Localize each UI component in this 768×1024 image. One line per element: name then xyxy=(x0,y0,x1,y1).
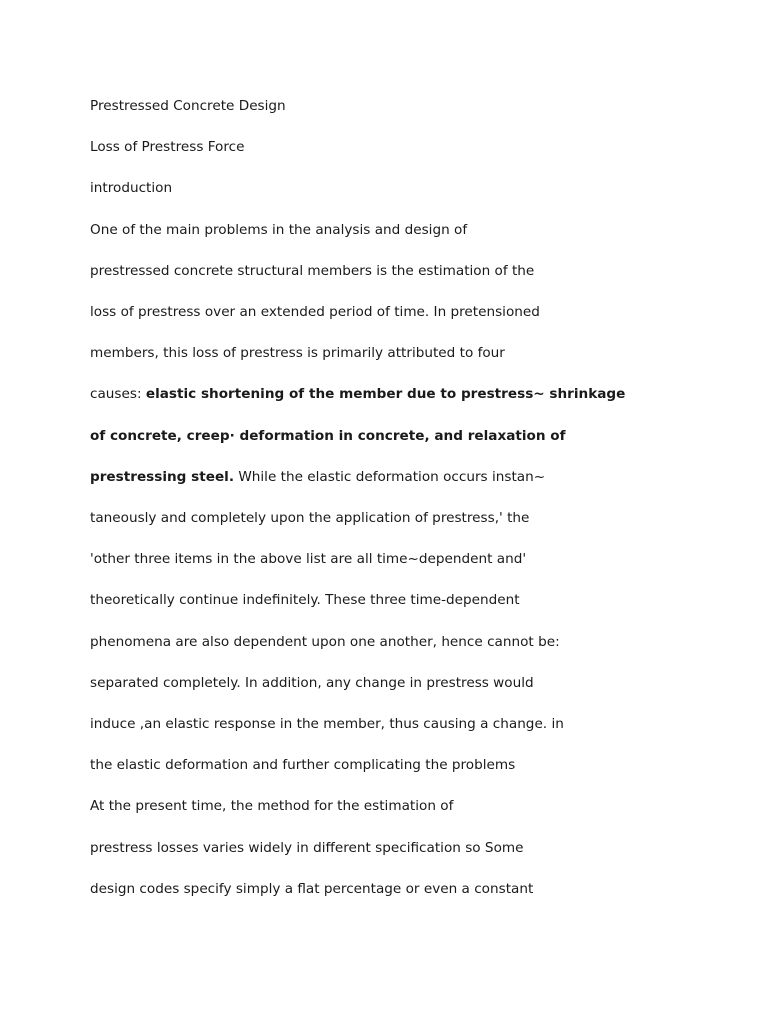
paragraph-line: taneously and completely upon the application of prestress,' the xyxy=(90,510,530,526)
paragraph-line: prestress losses varies widely in different specification so Some xyxy=(90,840,524,856)
paragraph-line xyxy=(90,384,625,404)
paragraph-text: causes: xyxy=(90,386,146,402)
paragraph-line: 'other three items in the above list are all time~dependent and' xyxy=(90,551,527,567)
paragraph-line: separated completely. In addition, any change in prestress would xyxy=(90,675,534,691)
paragraph-line: phenomena are also dependent upon one another, hence cannot be: xyxy=(90,634,560,650)
paragraph-line: induce ,an elastic response in the member, thus causing a change. in xyxy=(90,716,564,732)
bold-emphasis: prestressing steel. xyxy=(90,469,235,485)
paragraph-text: While the elastic deformation occurs instan~ xyxy=(234,469,546,485)
paragraph-line: prestressed concrete structural members is the estimation of the xyxy=(90,263,535,279)
document-title: Prestressed Concrete Design xyxy=(90,98,286,114)
bold-emphasis: of concrete, creep· deformation in concrete, and relaxation of xyxy=(90,428,566,444)
paragraph-line: loss of prestress over an extended period of time. In pretensioned xyxy=(90,304,540,320)
paragraph-line: members, this loss of prestress is primarily attributed to four xyxy=(90,345,505,361)
document-subtitle: Loss of Prestress Force xyxy=(90,139,245,155)
paragraph-line: theoretically continue indefinitely. These three time-dependent xyxy=(90,592,520,608)
bold-emphasis: elastic shortening of the member due to prestress~ shrinkage xyxy=(145,386,626,402)
paragraph-line xyxy=(90,426,566,446)
paragraph-line: At the present time, the method for the estimation of xyxy=(90,798,454,814)
section-heading: introduction xyxy=(90,180,173,196)
paragraph-line: One of the main problems in the analysis and design of xyxy=(90,222,468,238)
paragraph-line: the elastic deformation and further complicating the problems xyxy=(90,757,516,773)
paragraph-line xyxy=(90,467,545,487)
paragraph-line: design codes specify simply a flat percentage or even a constant xyxy=(90,881,534,897)
